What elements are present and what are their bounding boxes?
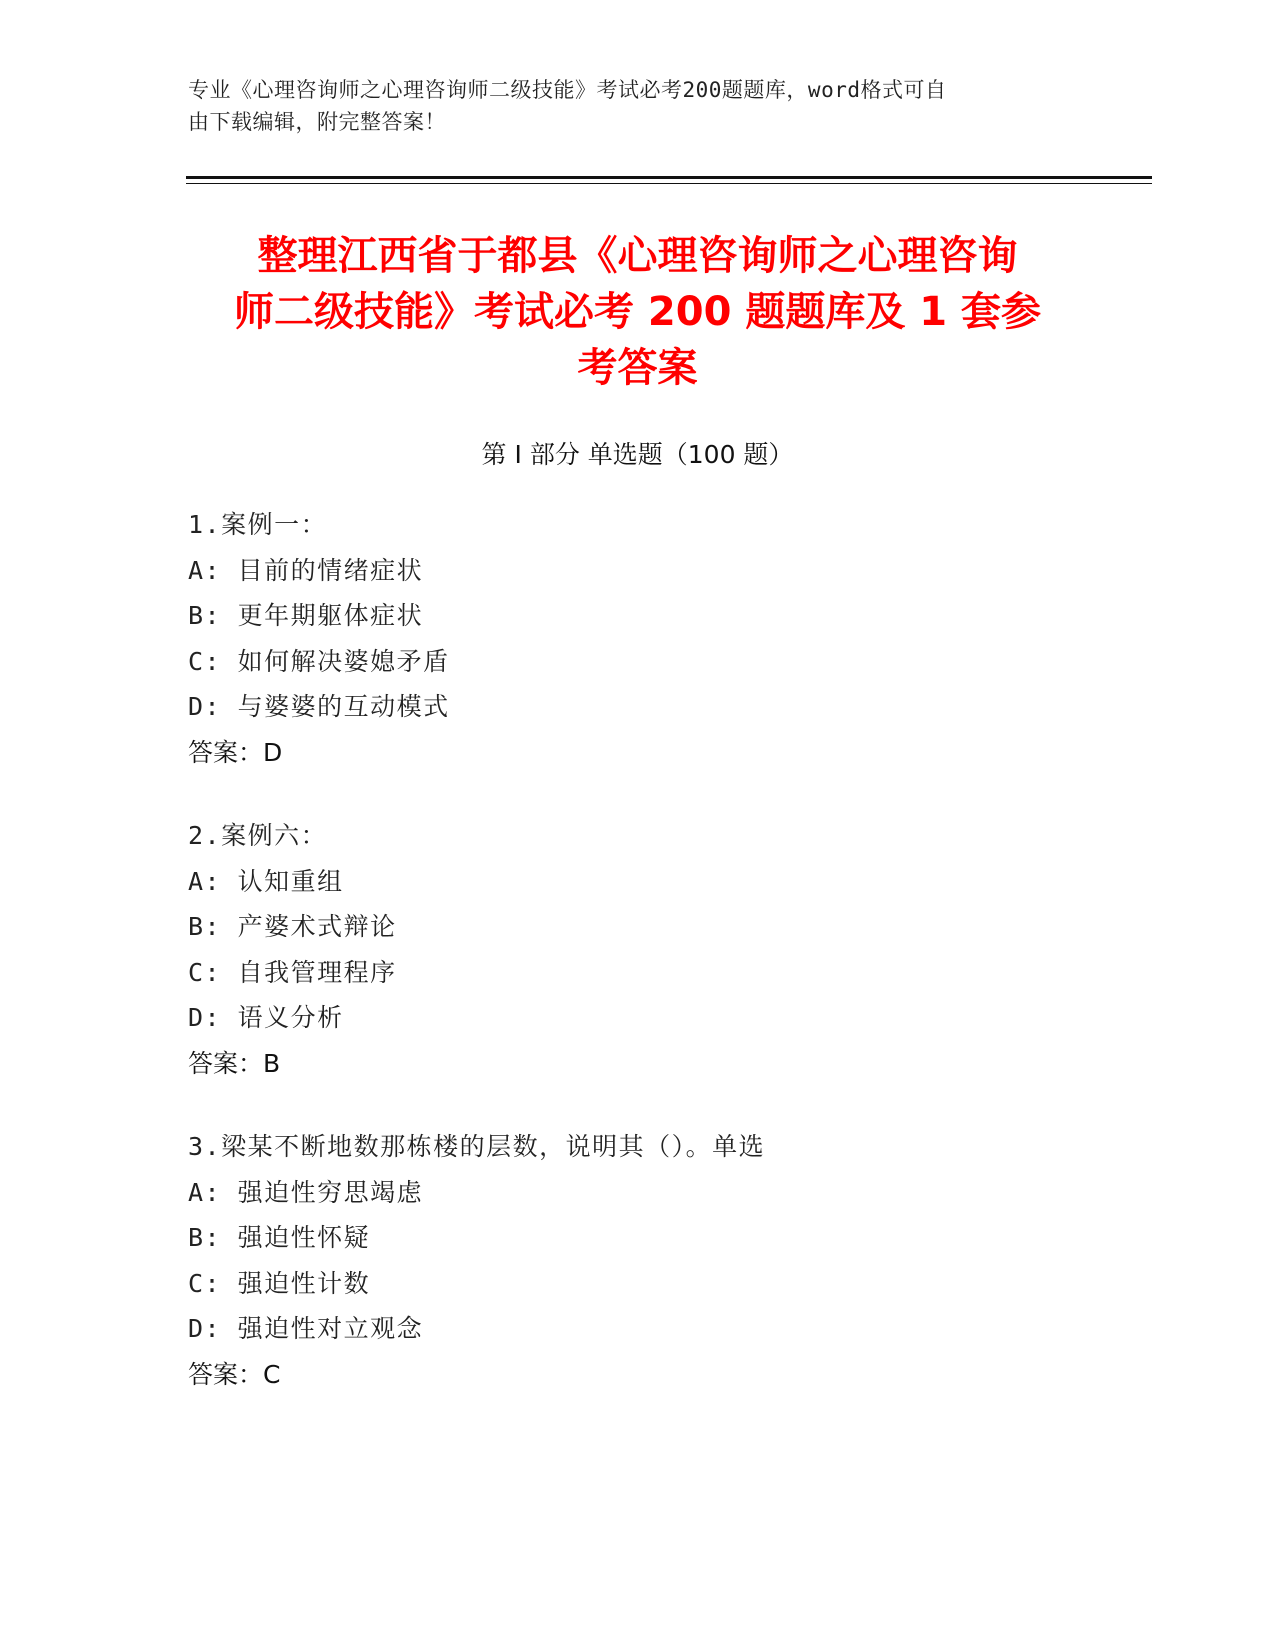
answer: 答案：B [188,1048,281,1078]
option-a: A: 认知重组 [188,866,344,896]
question-3 [188,1124,1148,1397]
option-c: C: 如何解决婆媳矛盾 [188,646,450,676]
document-title-line-2: 师二级技能》考试必考 200 题题库及 1 套参 [233,289,1042,335]
option-d: D: 与婆婆的互动模式 [188,692,450,721]
option-b: B: 强迫性怀疑 [188,1223,371,1252]
option-d: D: 语义分析 [188,1003,344,1032]
header-divider-thin [186,183,1152,184]
option-c: C: 自我管理程序 [188,957,397,987]
option-a: A: 强迫性穷思竭虑 [188,1177,424,1207]
document-title-line-1: 整理江西省于都县《心理咨询师之心理咨询 [257,233,1018,279]
option-d: D: 强迫性对立观念 [188,1314,424,1343]
question-stem: 1.案例一： [188,510,328,539]
header-divider-thick [186,176,1152,179]
option-b: B: 更年期躯体症状 [188,601,424,630]
answer: 答案：D [188,737,283,767]
option-b: B: 产婆术式辩论 [188,912,397,941]
question-stem: 3.梁某不断地数那栋楼的层数，说明其（）。单选 [188,1132,766,1161]
question-stem: 2.案例六： [188,821,328,850]
option-c: C: 强迫性计数 [188,1268,371,1298]
question-1 [188,502,1148,775]
header-note-line-2: 由下载编辑，附完整答案！ [188,110,446,134]
section-heading: 第 I 部分 单选题（100 题） [481,440,794,469]
header-note-line-1: 专业《心理咨询师之心理咨询师二级技能》考试必考200题题库，word格式可自 [188,78,947,102]
document-title [190,228,1085,396]
question-2 [188,813,1148,1086]
document-title-line-3: 考答案 [577,345,698,391]
header-note [188,74,1068,138]
answer: 答案：C [188,1359,281,1389]
option-a: A: 目前的情绪症状 [188,555,424,585]
